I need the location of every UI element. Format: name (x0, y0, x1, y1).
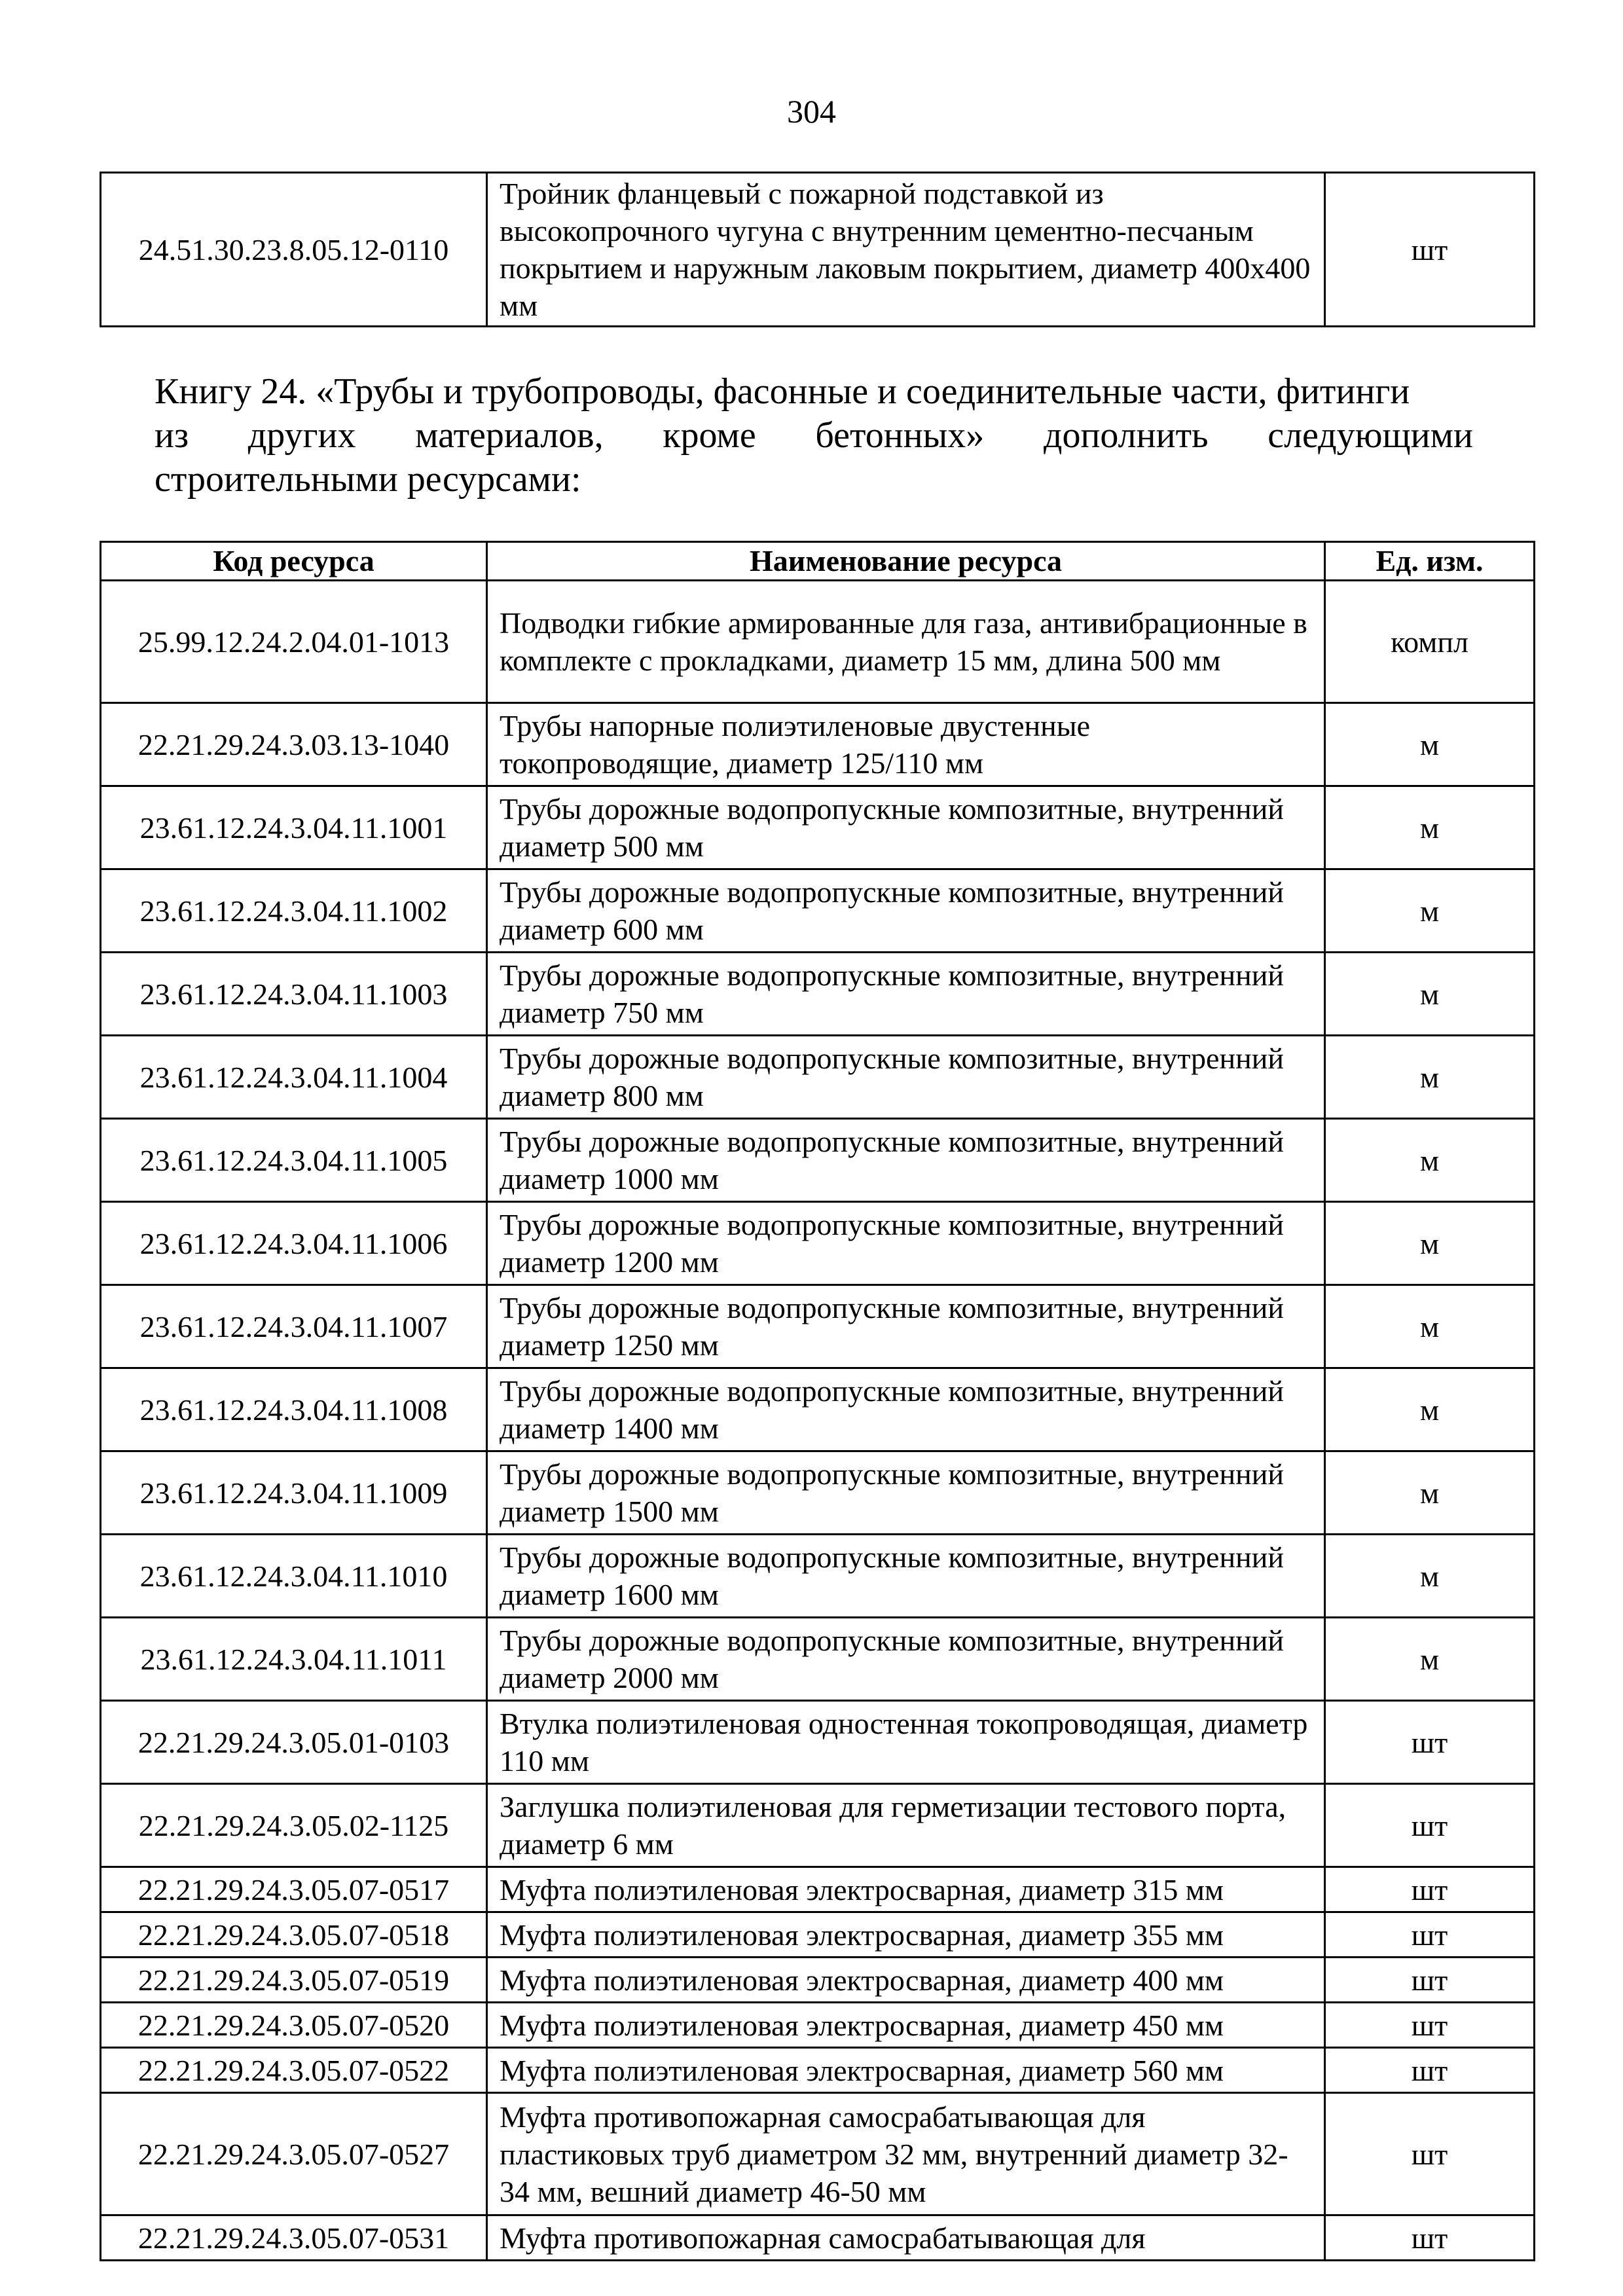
resource-code: 23.61.12.24.3.04.11.1001 (101, 786, 487, 869)
resource-code: 22.21.29.24.3.05.07-0531 (101, 2215, 487, 2261)
resource-name: Трубы дорожные водопропускные композитные, внутренний диаметр 1250 мм (487, 1285, 1325, 1368)
resource-unit: м (1325, 1202, 1535, 1285)
table-row (101, 1285, 1535, 1368)
resource-unit: м (1325, 703, 1535, 786)
table-row (101, 581, 1535, 703)
table-row (101, 953, 1535, 1036)
table-header-row (101, 542, 1535, 581)
resource-code: 23.61.12.24.3.04.11.1010 (101, 1535, 487, 1618)
resource-name: Муфта полиэтиленовая электросварная, диаметр 355 мм (487, 1912, 1325, 1958)
table-row (101, 1451, 1535, 1535)
resource-code: 22.21.29.24.3.03.13-1040 (101, 703, 487, 786)
intro-paragraph (155, 370, 1473, 501)
table-row (101, 1535, 1535, 1618)
table-row (101, 1368, 1535, 1451)
table-row (101, 786, 1535, 869)
table-row (101, 703, 1535, 786)
resource-name: Трубы дорожные водопропускные композитные, внутренний диаметр 1600 мм (487, 1535, 1325, 1618)
resource-unit: м (1325, 953, 1535, 1036)
resource-unit: м (1325, 1036, 1535, 1119)
resource-unit: шт (1325, 2093, 1535, 2215)
resource-code: 24.51.30.23.8.05.12-0110 (101, 173, 487, 327)
table-row (101, 1784, 1535, 1867)
resource-code: 22.21.29.24.3.05.07-0527 (101, 2093, 487, 2215)
table-row (101, 1912, 1535, 1958)
resource-code: 23.61.12.24.3.04.11.1003 (101, 953, 487, 1036)
table-row (101, 2003, 1535, 2048)
resource-name: Трубы дорожные водопропускные композитные, внутренний диаметр 750 мм (487, 953, 1325, 1036)
resource-unit: м (1325, 1535, 1535, 1618)
resource-name: Муфта противопожарная самосрабатывающая для пластиковых труб диаметром 32 мм, внутренний диаметр 32-34 мм, вешний диаметр 46-50 мм (487, 2093, 1325, 2215)
table-row (101, 2215, 1535, 2261)
resource-unit: м (1325, 1368, 1535, 1451)
resource-name: Трубы напорные полиэтиленовые двустенные токопроводящие, диаметр 125/110 мм (487, 703, 1325, 786)
table-row (101, 2048, 1535, 2093)
resource-unit: шт (1325, 1912, 1535, 1958)
resource-name: Трубы дорожные водопропускные композитные, внутренний диаметр 600 мм (487, 869, 1325, 953)
resource-code: 23.61.12.24.3.04.11.1006 (101, 1202, 487, 1285)
resource-unit: шт (1325, 1867, 1535, 1912)
table-row (101, 1618, 1535, 1701)
table-row (101, 869, 1535, 953)
resource-code: 23.61.12.24.3.04.11.1008 (101, 1368, 487, 1451)
resource-name: Муфта противопожарная самосрабатывающая для (487, 2215, 1325, 2261)
table-row (101, 1958, 1535, 2003)
resource-code: 22.21.29.24.3.05.07-0520 (101, 2003, 487, 2048)
resource-name: Трубы дорожные водопропускные композитные, внутренний диаметр 500 мм (487, 786, 1325, 869)
resource-name: Трубы дорожные водопропускные композитные, внутренний диаметр 1000 мм (487, 1119, 1325, 1202)
resource-name: Муфта полиэтиленовая электросварная, диаметр 400 мм (487, 1958, 1325, 2003)
resource-code: 22.21.29.24.3.05.07-0518 (101, 1912, 487, 1958)
resource-code: 22.21.29.24.3.05.02-1125 (101, 1784, 487, 1867)
header-unit: Ед. изм. (1325, 542, 1535, 581)
resource-name: Муфта полиэтиленовая электросварная, диаметр 315 мм (487, 1867, 1325, 1912)
resource-name: Втулка полиэтиленовая одностенная токопроводящая, диаметр 110 мм (487, 1701, 1325, 1784)
resource-code: 22.21.29.24.3.05.01-0103 (101, 1701, 487, 1784)
resource-unit: шт (1325, 1784, 1535, 1867)
resource-unit: компл (1325, 581, 1535, 703)
resource-code: 23.61.12.24.3.04.11.1011 (101, 1618, 487, 1701)
table-row (101, 2093, 1535, 2215)
resource-code: 23.61.12.24.3.04.11.1004 (101, 1036, 487, 1119)
resource-name: Трубы дорожные водопропускные композитные, внутренний диаметр 2000 мм (487, 1618, 1325, 1701)
resource-unit: шт (1325, 2048, 1535, 2093)
resource-name: Трубы дорожные водопропускные композитные, внутренний диаметр 1500 мм (487, 1451, 1325, 1535)
resource-name: Тройник фланцевый с пожарной подставкой из высокопрочного чугуна с внутренним цементно-песчаным покрытием и наружным лаковым покрытием, диаметр 400х400 мм (487, 173, 1325, 327)
resource-unit: шт (1325, 1958, 1535, 2003)
header-name: Наименование ресурса (487, 542, 1325, 581)
header-code: Код ресурса (101, 542, 487, 581)
resource-code: 23.61.12.24.3.04.11.1009 (101, 1451, 487, 1535)
resource-name: Трубы дорожные водопропускные композитные, внутренний диаметр 1400 мм (487, 1368, 1325, 1451)
resource-unit: м (1325, 1618, 1535, 1701)
resources-table (100, 541, 1535, 2261)
intro-line: Книгу 24. «Трубы и трубопроводы, фасонные и соединительные части, фитинги (155, 371, 1410, 412)
table-row (101, 1701, 1535, 1784)
resource-code: 23.61.12.24.3.04.11.1005 (101, 1119, 487, 1202)
resource-code: 23.61.12.24.3.04.11.1002 (101, 869, 487, 953)
resource-code: 25.99.12.24.2.04.01-1013 (101, 581, 487, 703)
resource-code: 22.21.29.24.3.05.07-0517 (101, 1867, 487, 1912)
resource-name: Муфта полиэтиленовая электросварная, диаметр 450 мм (487, 2003, 1325, 2048)
resource-unit: м (1325, 1119, 1535, 1202)
table-row (101, 1119, 1535, 1202)
resource-unit: м (1325, 1451, 1535, 1535)
table-row (101, 1867, 1535, 1912)
resource-code: 22.21.29.24.3.05.07-0522 (101, 2048, 487, 2093)
page-number: 304 (787, 93, 836, 130)
table-row (101, 173, 1535, 327)
intro-line: из других материалов, кроме бетонных» дополнить следующими (155, 415, 1473, 456)
resource-code: 23.61.12.24.3.04.11.1007 (101, 1285, 487, 1368)
table-row (101, 1202, 1535, 1285)
continued-table (100, 172, 1535, 327)
resource-unit: шт (1325, 1701, 1535, 1784)
resource-name: Трубы дорожные водопропускные композитные, внутренний диаметр 1200 мм (487, 1202, 1325, 1285)
resource-name: Заглушка полиэтиленовая для герметизации тестового порта, диаметр 6 мм (487, 1784, 1325, 1867)
resource-unit: шт (1325, 173, 1535, 327)
resource-code: 22.21.29.24.3.05.07-0519 (101, 1958, 487, 2003)
resource-unit: шт (1325, 2215, 1535, 2261)
resource-name: Муфта полиэтиленовая электросварная, диаметр 560 мм (487, 2048, 1325, 2093)
resource-unit: шт (1325, 2003, 1535, 2048)
resource-name: Трубы дорожные водопропускные композитные, внутренний диаметр 800 мм (487, 1036, 1325, 1119)
resource-unit: м (1325, 1285, 1535, 1368)
resource-unit: м (1325, 786, 1535, 869)
resource-unit: м (1325, 869, 1535, 953)
intro-line: строительными ресурсами: (155, 459, 581, 500)
resource-name: Подводки гибкие армированные для газа, антивибрационные в комплекте с прокладками, диаметр 15 мм, длина 500 мм (487, 581, 1325, 703)
table-row (101, 1036, 1535, 1119)
